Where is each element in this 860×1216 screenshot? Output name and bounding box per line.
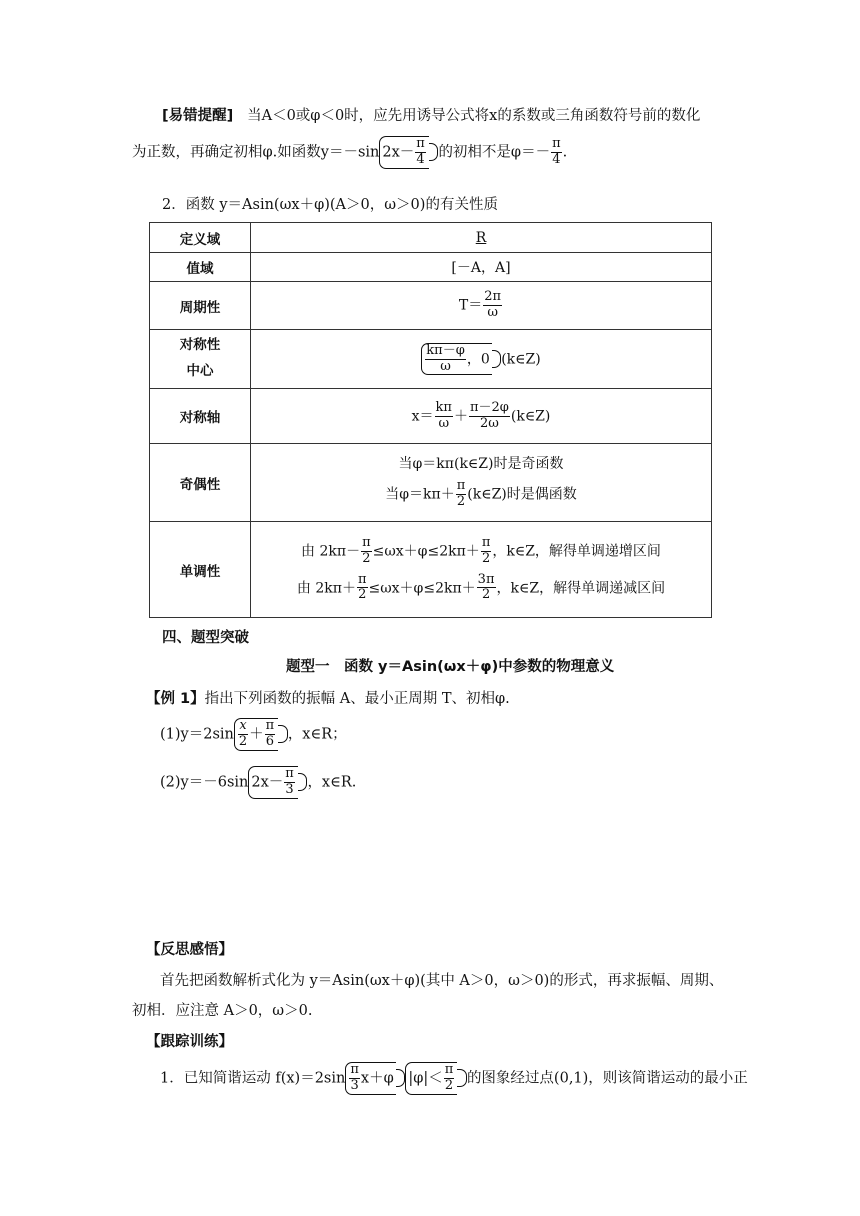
example-1-text: 指出下列函数的振幅 A、最小正周期 T、初相φ. <box>204 691 510 707</box>
properties-table <box>149 222 712 618</box>
track-question-1: 1．已知简谐运动 f(x)＝2sin $\frac{\pi}{3}$ x＋φ |φ|＜ $\frac{\pi}{2}$ 的图象经过点(0,1)，则该简谐运动的最小正 <box>160 1062 748 1093</box>
type-1-title: 题型一 函数 y＝Asin(ωx＋φ)中参数的物理意义 <box>286 659 615 675</box>
table-row <box>150 223 712 253</box>
row-label: 单调性 <box>150 522 251 618</box>
tip-paren-open <box>379 136 428 169</box>
row-value: $\frac{k\pi-\varphi}{\omega}$ ，0 (k∈Z) <box>251 330 712 389</box>
example-1-line <box>146 687 510 708</box>
row-value: R <box>251 223 712 253</box>
row-label: 奇偶性 <box>150 444 251 522</box>
tip-line-2 <box>132 136 567 169</box>
table-row <box>150 253 712 282</box>
section-2-heading: 2．函数 y＝Asin(ωx＋φ)(A＞0，ω＞0)的有关性质 <box>162 197 498 213</box>
tip-label: [易错提醒] <box>162 108 234 124</box>
tip-text-1: 当A＜0或φ＜0时，应先用诱导公式将x的系数或三角函数符号前的数化 <box>247 108 701 124</box>
tip-line-1 <box>162 104 700 125</box>
row-value: 当φ＝kπ(k∈Z)时是奇函数 当φ＝kπ＋ $\frac{\pi}{2}$ (k∈Z)时是偶函数 <box>251 444 712 522</box>
row-label: 周期性 <box>150 282 251 330</box>
tip-fraction-pi-4: $\frac{\pi}{4}$ <box>416 136 425 167</box>
reflect-line-1: 首先把函数解析式化为 y＝Asin(ωx＋φ)(其中 A＞0，ω＞0)的形式，再求振幅、周期、 <box>160 973 724 989</box>
row-value: [－A，A] <box>251 253 712 282</box>
track-label: 【跟踪训练】 <box>146 1034 233 1050</box>
row-label: 值域 <box>150 253 251 282</box>
tip-period: . <box>562 144 568 161</box>
row-label: 对称轴 <box>150 389 251 444</box>
tip-text-2a: 为正数，再确定初相φ.如函数y＝－sin <box>132 144 380 161</box>
example-1-label: 【例 1】 <box>146 691 205 707</box>
reflect-line-2: 初相．应注意 A＞0，ω＞0. <box>132 1003 313 1019</box>
row-value: T＝ $\frac{2\pi}{\omega}$ <box>251 282 712 330</box>
table-row <box>150 330 712 389</box>
example-1-part-2: (2)y＝－6sin 2x－ $\frac{\pi}{3}$ ，x∈R. <box>160 766 357 797</box>
row-value: x＝ $\frac{k\pi}{\omega}$ ＋ $\frac{\pi-2\varphi}{2\omega}$ (k∈Z) <box>251 389 712 444</box>
table-row <box>150 389 712 444</box>
tip-text-2b: 的初相不是φ＝－ <box>438 144 551 161</box>
example-1-part-1: (1)y＝2sin $\frac{x}{2}$ ＋ $\frac{\pi}{6}$ ，x∈R； <box>160 718 347 749</box>
reflect-label: 【反思感悟】 <box>146 942 233 958</box>
tip-paren-close <box>429 143 439 161</box>
row-label: 对称性 中心 <box>150 330 251 389</box>
section-4-heading: 四、题型突破 <box>162 630 249 646</box>
tip-arg: 2x－ <box>382 144 415 161</box>
period-fraction: $\frac{2\pi}{\omega}$ <box>484 289 502 320</box>
table-row <box>150 282 712 330</box>
table-row <box>150 522 712 618</box>
tip-fraction-pi-4b: $\frac{\pi}{4}$ <box>552 136 561 167</box>
row-label: 定义域 <box>150 223 251 253</box>
table-row <box>150 444 712 522</box>
row-value: 由 2kπ－ $\frac{\pi}{2}$ ≤ωx＋φ≤2kπ＋ $\frac{\pi}{2}$ ，k∈Z，解得单调递增区间 由 2kπ＋ $\frac{\pi}{2}$ ≤ωx＋φ≤2kπ＋ $\frac{3\pi}{2}$ ，k∈Z，解得单调递减区间 <box>251 522 712 618</box>
